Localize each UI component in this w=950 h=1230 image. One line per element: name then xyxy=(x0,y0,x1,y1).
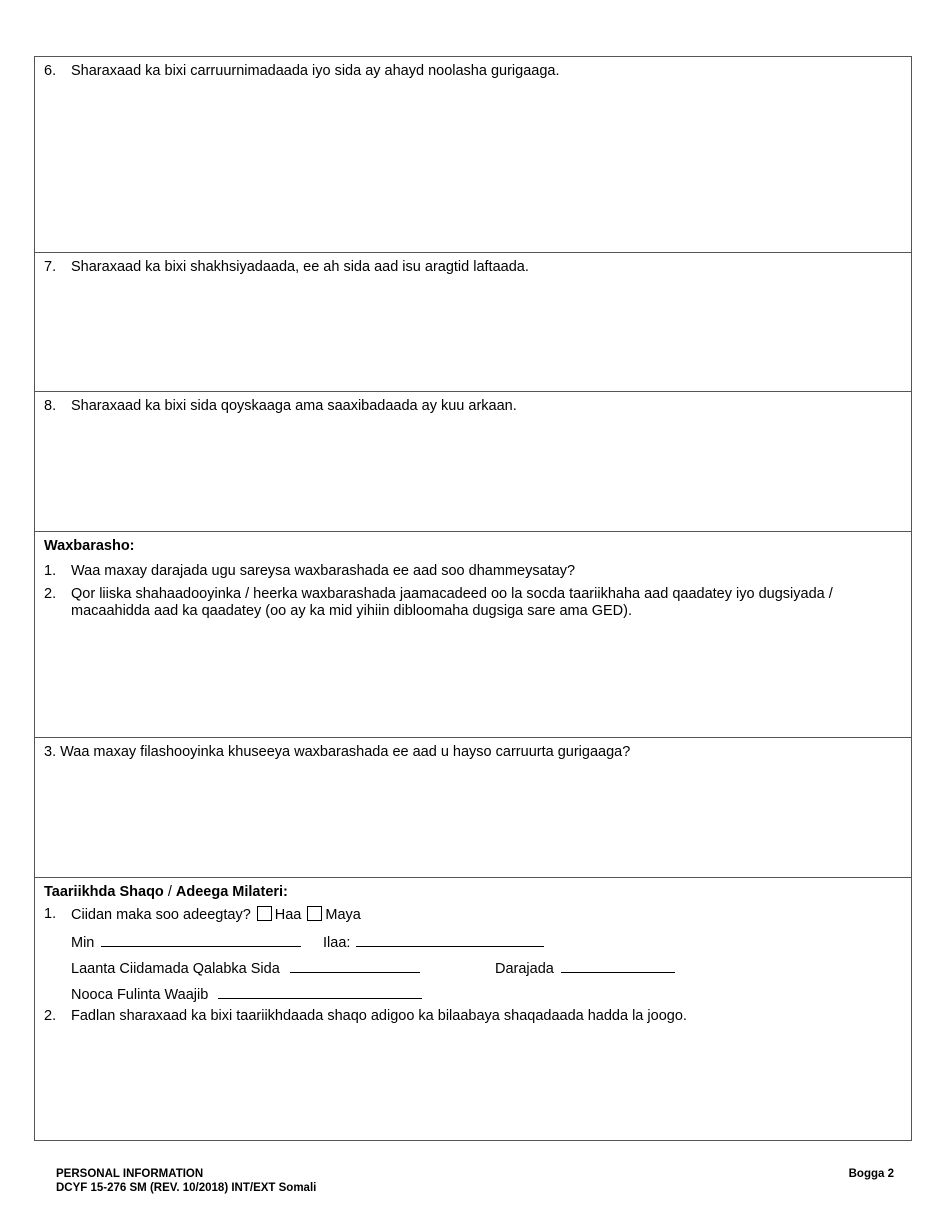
education-heading: Waxbarasho: xyxy=(44,538,135,554)
footer-title: PERSONAL INFORMATION xyxy=(56,1168,204,1180)
section-education xyxy=(35,532,911,738)
section-education-q3 xyxy=(35,738,911,878)
rank-label: Darajada xyxy=(495,961,554,977)
from-field-row xyxy=(71,932,301,952)
haa-label: Haa xyxy=(274,907,302,923)
question-number: 7. xyxy=(44,259,57,275)
military-question-row xyxy=(71,906,361,924)
item-text: Waa maxay darajada ugu sareysa waxbarashada ee aad soo dhammeysatay? xyxy=(71,563,576,579)
form-frame xyxy=(34,56,912,1141)
page-number: Bogga 2 xyxy=(848,1168,894,1180)
to-label: Ilaa: xyxy=(323,935,351,951)
duty-label: Nooca Fulinta Waajib xyxy=(71,987,209,1003)
duty-field[interactable] xyxy=(218,984,422,999)
item-number: 2. xyxy=(44,586,57,602)
question-text: Fadlan sharaxaad ka bixi taariikhdaada shaqo adigoo ka bilaabaya shaqadaada hadda la joogo. xyxy=(71,1008,687,1024)
section-q7 xyxy=(35,253,911,392)
question-3: 3. Waa maxay filashooyinka khuseeya waxbarashada ee aad u hayso carruurta gurigaaga? xyxy=(44,744,631,760)
item-number: 1. xyxy=(44,563,57,579)
work-heading xyxy=(44,884,288,901)
maya-label: Maya xyxy=(325,907,361,923)
question-number: 2. xyxy=(44,1008,57,1024)
from-label: Min xyxy=(71,935,95,951)
rank-field-row xyxy=(495,958,675,978)
section-work-military xyxy=(35,878,911,1140)
question-text: Sharaxaad ka bixi carruurnimadaada iyo sida ay ahayd noolasha gurigaaga. xyxy=(71,63,560,79)
maya-checkbox[interactable] xyxy=(307,906,322,921)
heading-separator: / xyxy=(163,884,176,900)
branch-label: Laanta Ciidamada Qalabka Sida xyxy=(71,961,280,977)
section-q8 xyxy=(35,392,911,532)
question-number: 8. xyxy=(44,398,57,414)
question-text: Sharaxaad ka bixi shakhsiyadaada, ee ah sida aad isu aragtid laftaada. xyxy=(71,259,529,275)
haa-checkbox[interactable] xyxy=(257,906,272,921)
to-field-row xyxy=(323,932,544,952)
item-text: Qor liiska shahaadooyinka / heerka waxbarashada jaamacadeed oo la socda taariikhaha aad qaadatey iyo dugsiyada / macaahidda aad ka qaadatey (oo ay ka mid yihiin dibloomaha dugsiga sare ama GED). xyxy=(71,586,833,619)
question-text: Ciidan maka soo adeegtay? xyxy=(71,907,251,923)
branch-field[interactable] xyxy=(290,958,420,973)
military-heading-part: Adeega Milateri: xyxy=(175,884,288,900)
to-date-field[interactable] xyxy=(356,932,544,947)
duty-field-row xyxy=(71,984,422,1004)
footer-left xyxy=(56,1167,316,1195)
from-date-field[interactable] xyxy=(101,932,301,947)
question-text: Sharaxaad ka bixi sida qoyskaaga ama saaxibadaada ay kuu arkaan. xyxy=(71,398,517,414)
question-number: 6. xyxy=(44,63,57,79)
work-heading-part: Taariikhda Shaqo xyxy=(44,884,164,900)
footer-form-number: DCYF 15-276 SM (REV. 10/2018) INT/EXT Somali xyxy=(56,1182,317,1194)
education-item-2 xyxy=(35,586,911,622)
question-number: 1. xyxy=(44,906,57,922)
rank-field[interactable] xyxy=(561,958,675,973)
section-q6 xyxy=(35,57,911,253)
branch-field-row xyxy=(71,958,420,978)
